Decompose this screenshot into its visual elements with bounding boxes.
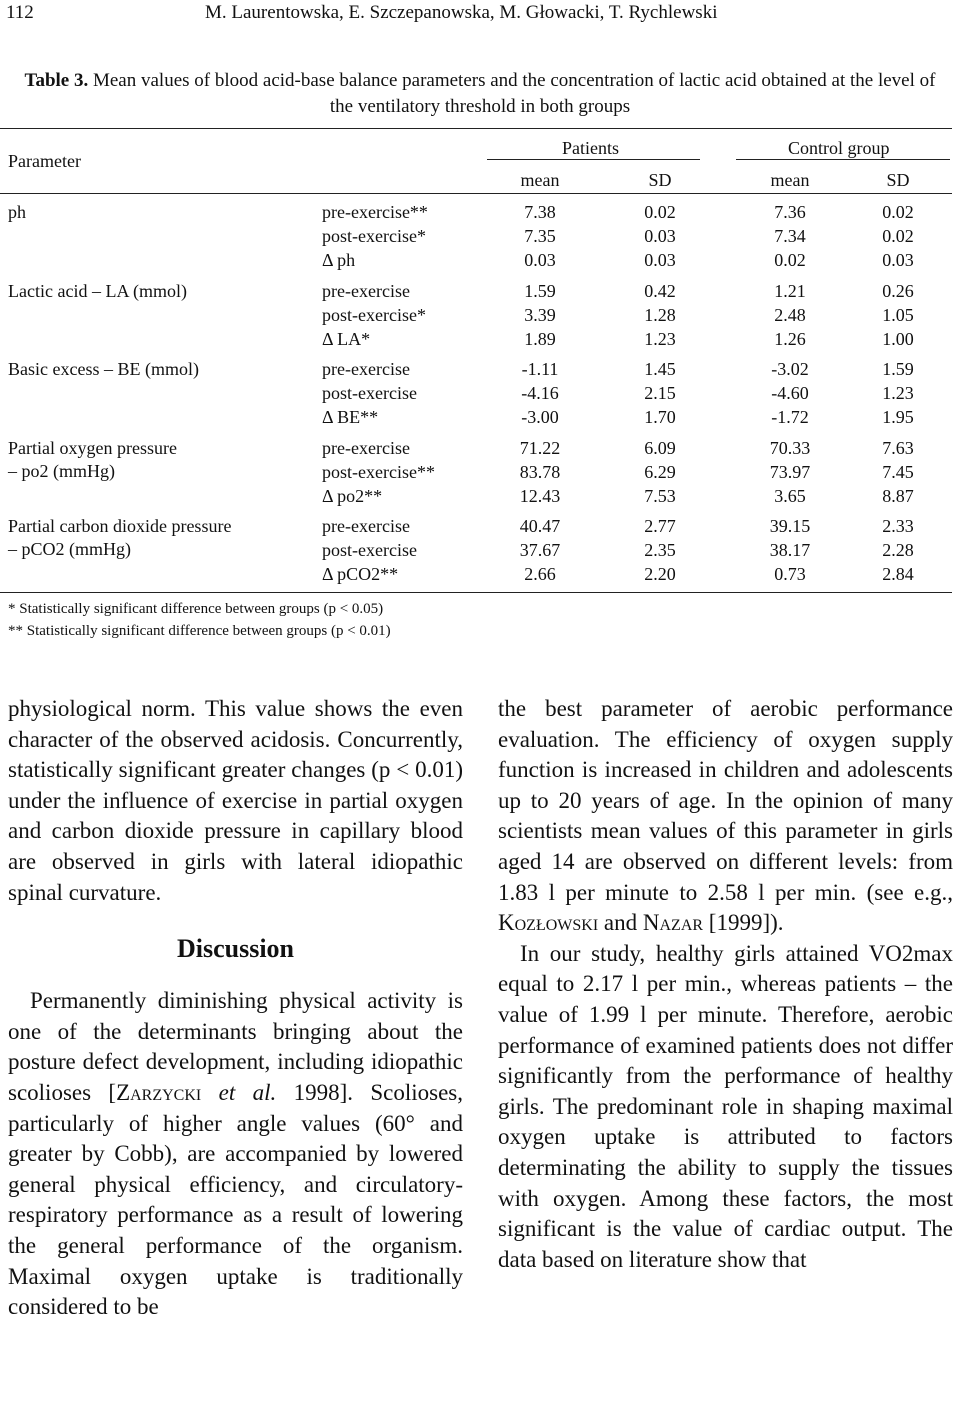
patients-mean-value: -4.16 — [521, 383, 559, 403]
condition-label: post-exercise* — [322, 305, 426, 325]
patients-mean-value: 12.43 — [519, 486, 561, 506]
patients-sd-value: 2.20 — [644, 564, 676, 584]
condition-label: Δ po2** — [322, 486, 383, 506]
table-header-rule — [0, 193, 952, 194]
patients-mean-value: -1.11 — [521, 359, 559, 379]
condition-label: pre-exercise — [322, 359, 410, 379]
patients-mean-value: -3.00 — [521, 407, 559, 427]
condition-label: post-exercise — [322, 383, 417, 403]
patients-sd-value: 1.45 — [644, 359, 676, 379]
control-mean-value: 1.26 — [774, 329, 806, 349]
patients-mean-value: 2.66 — [524, 564, 556, 584]
condition-label: post-exercise* — [322, 226, 426, 246]
col-header-patients: Patients — [562, 138, 619, 158]
control-mean-value: 7.36 — [774, 202, 806, 222]
right-column — [498, 694, 953, 1275]
parameter-label: Lactic acid – LA (mmol) — [8, 281, 187, 301]
condition-label: pre-exercise — [322, 516, 410, 536]
right-paragraph-1: the best parameter of aerobic performance evaluation. The efficiency of oxygen supply function is increased in children and adolescents up to 20 years of age. In the opinion of many scientists mean values of this parameter in girls aged 14 are observed on different levels: from 1.83 l per minute to 2.58 l per min. (see e.g., Kozłowski and Nazar [1999]). — [498, 696, 953, 936]
patients-sd-value: 6.09 — [644, 438, 676, 458]
table-bottom-rule — [0, 592, 952, 593]
control-sd-value: 7.45 — [882, 462, 914, 482]
control-sd-value: 0.03 — [882, 250, 914, 270]
condition-label: Δ ph — [322, 250, 356, 270]
patients-group-rule — [487, 159, 700, 160]
parameter-label: ph — [8, 202, 26, 222]
control-group-rule — [736, 159, 950, 160]
control-sd-value: 1.05 — [882, 305, 914, 325]
left-paragraph-1: physiological norm. This value shows the even character of the observed acidosis. Concurrently, statistically significant greater changes (p < 0.01) under the influence of exercise in partial oxygen and carbon dioxide pressure in capillary blood are observed in girls with lateral idiopathic spinal curvature. — [8, 696, 463, 905]
condition-label: post-exercise — [322, 540, 417, 560]
condition-label: Δ pCO2** — [322, 564, 399, 584]
patients-mean-value: 71.22 — [519, 438, 561, 458]
condition-label: Δ LA* — [322, 329, 371, 349]
control-mean-value: -4.60 — [771, 383, 809, 403]
control-sd-value: 1.23 — [882, 383, 914, 403]
page-header — [0, 0, 960, 28]
patients-mean-value: 7.38 — [524, 202, 556, 222]
citation-kozlowski: Kozłowski — [498, 910, 599, 936]
table-label: Table 3. — [24, 70, 89, 91]
patients-mean-value: 0.03 — [524, 250, 556, 270]
patients-sd-value: 0.02 — [644, 202, 676, 222]
control-mean-value: 38.17 — [769, 540, 811, 560]
control-sd-value: 1.59 — [882, 359, 914, 379]
control-sd-value: 0.02 — [882, 226, 914, 246]
table-top-rule — [0, 128, 952, 129]
citation-nazar: Nazar — [642, 910, 704, 936]
subheader-control-sd: SD — [886, 170, 910, 190]
patients-mean-value: 1.89 — [524, 329, 556, 349]
control-sd-value: 2.84 — [882, 564, 914, 584]
parameter-label: – pCO2 (mmHg) — [8, 539, 131, 559]
patients-mean-value: 37.67 — [519, 540, 561, 560]
patients-sd-value: 1.28 — [644, 305, 676, 325]
control-mean-value: 70.33 — [769, 438, 811, 458]
patients-sd-value: 2.77 — [644, 516, 676, 536]
control-mean-value: 1.21 — [774, 281, 806, 301]
patients-mean-value: 1.59 — [524, 281, 556, 301]
running-head-authors: M. Laurentowska, E. Szczepanowska, M. Głowacki, T. Rychlewski — [205, 2, 718, 23]
patients-sd-value: 1.70 — [644, 407, 676, 427]
parameter-label: – po2 (mmHg) — [8, 461, 115, 481]
patients-sd-value: 2.15 — [644, 383, 676, 403]
control-sd-value: 2.33 — [882, 516, 914, 536]
patients-sd-value: 0.03 — [644, 226, 676, 246]
discussion-heading: Discussion — [176, 934, 295, 964]
footnote-2: ** Statistically significant difference between groups (p < 0.01) — [8, 623, 391, 639]
control-mean-value: -1.72 — [771, 407, 809, 427]
citation-zarzycki: Zarzycki — [116, 1079, 202, 1105]
parameter-label: Basic excess – BE (mmol) — [8, 359, 199, 379]
control-sd-value: 0.02 — [882, 202, 914, 222]
condition-label: pre-exercise — [322, 438, 410, 458]
control-mean-value: 0.73 — [774, 564, 806, 584]
control-sd-value: 2.28 — [882, 540, 914, 560]
patients-sd-value: 0.42 — [644, 281, 676, 301]
parameter-label: Partial carbon dioxide pressure — [8, 516, 232, 536]
patients-sd-value: 6.29 — [644, 462, 676, 482]
condition-label: pre-exercise — [322, 281, 410, 301]
subheader-patients-mean: mean — [520, 170, 560, 190]
right-paragraph-2: In our study, healthy girls attained VO2max equal to 2.17 l per min., whereas patients – the value of 1.99 l per minute. Therefore, aerobic performance of examined patients does not differ significantly from the performance of healthy girls. The predominant role in shaping maximal oxygen uptake is attributed to factors determinating the ability to supply the tissues with oxygen. Among these factors, the most significant is the value of cardiac output. The data based on literature show that — [498, 940, 953, 1272]
control-mean-value: 3.65 — [774, 486, 806, 506]
condition-label: post-exercise** — [322, 462, 435, 482]
subheader-control-mean: mean — [770, 170, 810, 190]
table-caption — [20, 68, 940, 120]
condition-label: Δ BE** — [322, 407, 379, 427]
control-mean-value: 7.34 — [774, 226, 806, 246]
table-caption-text: Mean values of blood acid-base balance parameters and the concentration of lactic acid obtained at the level of the ventilatory threshold in both groups — [92, 70, 936, 117]
patients-sd-value: 7.53 — [644, 486, 676, 506]
parameter-label: Partial oxygen pressure — [8, 438, 177, 458]
control-sd-value: 7.63 — [882, 438, 914, 458]
patients-mean-value: 7.35 — [524, 226, 556, 246]
control-mean-value: 39.15 — [769, 516, 811, 536]
control-mean-value: 0.02 — [774, 250, 806, 270]
footnote-1: * Statistically significant difference between groups (p < 0.05) — [8, 601, 384, 617]
left-column — [8, 694, 463, 1323]
patients-mean-value: 40.47 — [519, 516, 561, 536]
condition-label: pre-exercise** — [322, 202, 428, 222]
subheader-patients-sd: SD — [648, 170, 672, 190]
control-mean-value: 73.97 — [769, 462, 811, 482]
control-sd-value: 0.26 — [882, 281, 914, 301]
control-sd-value: 1.00 — [882, 329, 914, 349]
left-paragraph-2: Permanently diminishing physical activity is one of the determinants bringing about the posture defect development, including idiopathic scolioses [Zarzycki et al. 1998]. Scolioses, particularly of higher angle values (60° and greater by Cobb), are accompanied by lowered general physical efficiency, and circulatory-respiratory performance as a result of lowering the general performance of the organism. Maximal oxygen uptake is traditionally considered to be — [8, 988, 463, 1320]
patients-mean-value: 3.39 — [524, 305, 556, 325]
page-number: 112 — [6, 2, 34, 23]
patients-sd-value: 2.35 — [644, 540, 676, 560]
patients-sd-value: 0.03 — [644, 250, 676, 270]
control-mean-value: 2.48 — [774, 305, 806, 325]
control-sd-value: 8.87 — [882, 486, 914, 506]
col-header-parameter: Parameter — [8, 151, 81, 171]
control-sd-value: 1.95 — [882, 407, 914, 427]
patients-mean-value: 83.78 — [519, 462, 561, 482]
col-header-control: Control group — [788, 138, 890, 158]
patients-sd-value: 1.23 — [644, 329, 676, 349]
control-mean-value: -3.02 — [771, 359, 809, 379]
